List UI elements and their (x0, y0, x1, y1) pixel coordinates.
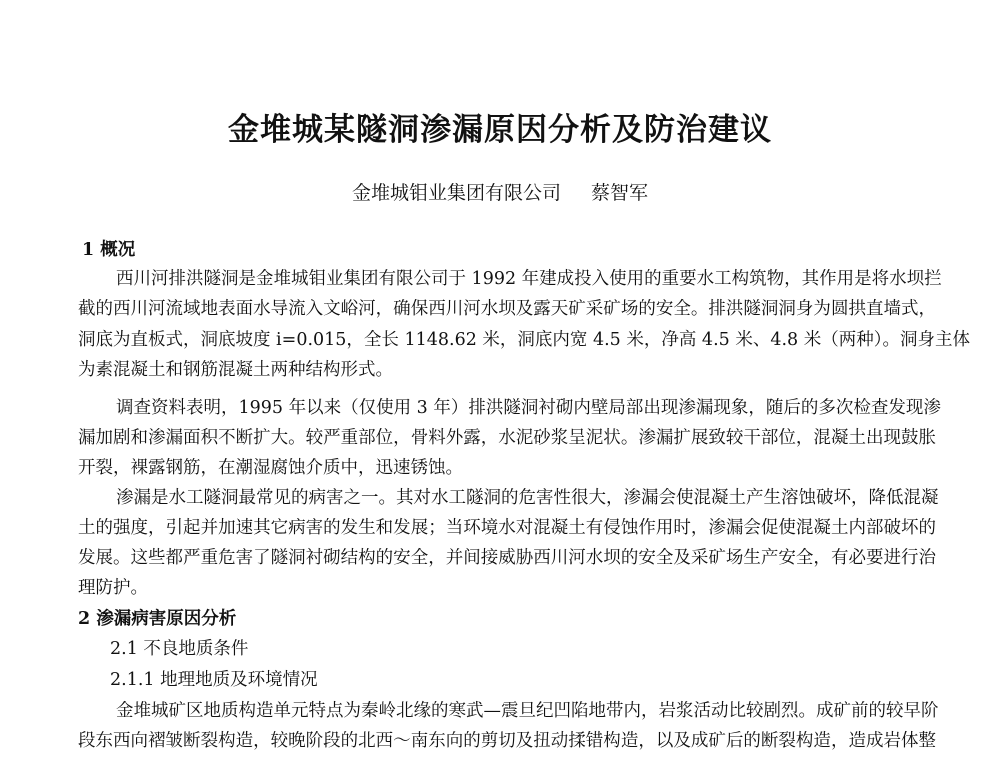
document-title: 金堆城某隧洞渗漏原因分析及防治建议 (228, 112, 772, 148)
paragraph-line: 段东西向褶皱断裂构造，较晚阶段的北西～南东向的剪切及扭动揉错构造，以及成矿后的断裂构造，造成岩体整 (78, 731, 936, 751)
paragraph-line: 渗漏是水工隧洞最常见的病害之一。其对水工隧洞的危害性很大，渗漏会使混凝土产生溶蚀破坏，降低混凝 (116, 488, 939, 508)
section-heading-1: 1 概况 (82, 240, 136, 260)
paragraph-line: 为素混凝土和钢筋混凝土两种结构形式。 (78, 360, 393, 380)
section-heading-2: 2 渗漏病害原因分析 (78, 609, 237, 629)
author-line (0, 178, 1000, 205)
subsection-heading-2-1: 2.1 不良地质条件 (110, 639, 249, 659)
paragraph-line: 金堆城矿区地质构造单元特点为秦岭北缘的寒武—震旦纪凹陷地带内，岩浆活动比较剧烈。成矿前的较早阶 (116, 701, 939, 721)
paragraph-line: 开裂，裸露钢筋，在潮湿腐蚀介质中，迅速锈蚀。 (78, 458, 463, 478)
paragraph-line: 漏加剧和渗漏面积不断扩大。较严重部位，骨料外露，水泥砂浆呈泥状。渗漏扩展致较干部位，混凝土出现鼓胀 (78, 428, 936, 448)
author-name: 蔡智军 (591, 182, 649, 204)
paragraph-line: 洞底为直板式，洞底坡度 i=0.015，全长 1148.62 米，洞底内宽 4.5 米，净高 4.5 米、4.8 米（两种）。洞身主体 (78, 330, 970, 350)
paragraph-line: 调查资料表明，1995 年以来（仅使用 3 年）排洪隧洞衬砌内壁局部出现渗漏现象，随后的多次检查发现渗 (116, 398, 941, 418)
paragraph-line: 理防护。 (78, 578, 148, 598)
subsection-heading-2-1-1: 2.1.1 地理地质及环境情况 (110, 670, 318, 690)
paragraph-line: 土的强度，引起并加速其它病害的发生和发展；当环境水对混凝土有侵蚀作用时，渗漏会促使混凝土内部破坏的 (78, 518, 936, 538)
paragraph-line: 发展。这些都严重危害了隧洞衬砌结构的安全，并间接威胁西川河水坝的安全及采矿场生产安全，有必要进行治 (78, 548, 936, 568)
paragraph-line: 截的西川河流域地表面水导流入文峪河，确保西川河水坝及露天矿采矿场的安全。排洪隧洞洞身为圆拱直墙式， (78, 299, 936, 319)
author-organization: 金堆城钼业集团有限公司 (351, 182, 561, 204)
paragraph-line: 西川河排洪隧洞是金堆城钼业集团有限公司于 1992 年建成投入使用的重要水工构筑物，其作用是将水坝拦 (116, 269, 942, 289)
